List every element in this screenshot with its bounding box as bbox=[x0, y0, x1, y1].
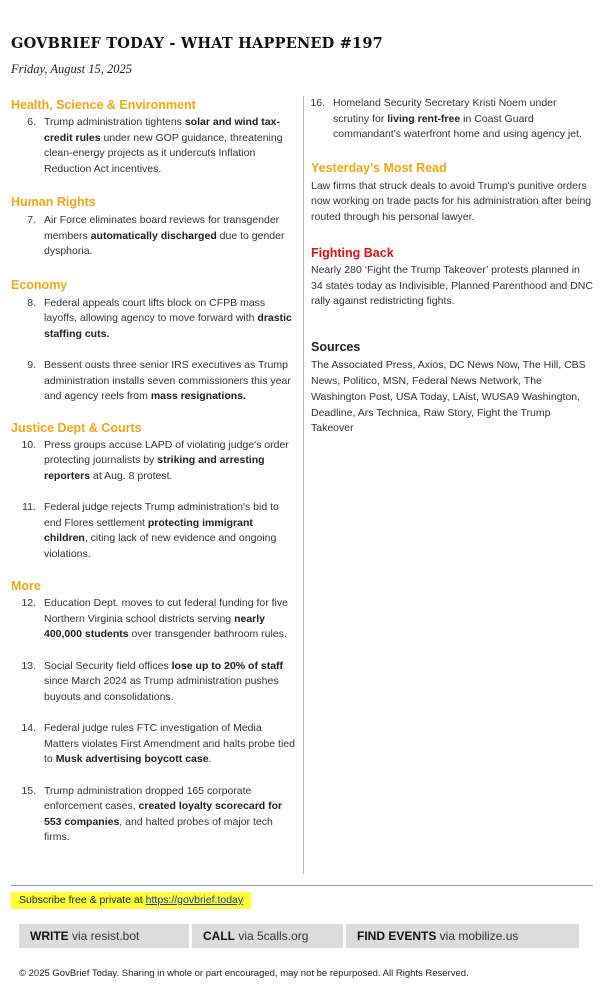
item-number: 14. bbox=[21, 722, 36, 734]
news-item-11 bbox=[11, 500, 297, 562]
item-number: 16. bbox=[310, 97, 325, 109]
news-item-16 bbox=[300, 96, 594, 143]
issue-date: Friday, August 15, 2025 bbox=[11, 62, 132, 76]
sources-list: The Associated Press, Axios, DC News Now, The Hill, CBS News, Politico, MSN, Federal News Network, The Washington Post, USA Today, LAist, WUSA9 Washington, Deadline, Ars Technica, Raw Story, Fight the Trump Takeover bbox=[311, 359, 586, 435]
section-heading-health: Health, Science & Environment bbox=[11, 98, 196, 112]
section-heading-fighting-back: Fighting Back bbox=[311, 245, 394, 260]
column-divider bbox=[303, 96, 304, 874]
item-text: Air Force eliminates board reviews for transgender members automatically discharged due to gender dysphoria. bbox=[44, 214, 285, 257]
section-heading-economy: Economy bbox=[11, 277, 68, 292]
find-events-action-button[interactable]: FIND EVENTS via mobilize.us bbox=[346, 924, 579, 948]
write-action-button[interactable]: WRITE via resist.bot bbox=[19, 924, 189, 948]
item-number: 8. bbox=[27, 296, 36, 309]
item-text: Education Dept. moves to cut federal funding for five Northern Virginia school districts serving nearly 400,000 students over transgender bathroom rules. bbox=[44, 597, 288, 640]
section-heading-more: More bbox=[11, 579, 41, 593]
subscribe-link[interactable]: https://govbrief.today bbox=[145, 894, 244, 906]
news-item-13 bbox=[11, 659, 297, 706]
news-item-15 bbox=[11, 784, 297, 846]
section-heading-sources: Sources bbox=[311, 340, 361, 355]
item-text: Federal judge rules FTC investigation of Media Matters violates First Amendment and halts probe tied to Musk advertising boycott case. bbox=[44, 722, 295, 765]
news-item-6 bbox=[11, 115, 297, 177]
footer-divider bbox=[11, 885, 593, 886]
item-number: 13. bbox=[21, 659, 36, 672]
news-item-10 bbox=[11, 438, 297, 485]
item-text: Press groups accuse LAPD of violating judge's order protecting journalists by striking and arresting reporters at Aug. 8 protest. bbox=[44, 438, 289, 482]
item-text: Social Security field offices lose up to 20% of staff since March 2024 as Trump administration pushes buyouts and consolidations. bbox=[44, 659, 284, 703]
item-number: 7. bbox=[27, 214, 36, 226]
item-text: Federal appeals court lifts block on CFPB mass layoffs, allowing agency to move forward with drastic staffing cuts. bbox=[44, 296, 292, 340]
fighting-back-text: Nearly 280 ‘Fight the Trump Takeover’ protests planned in 34 states today as Indivisible, Planned Parenthood and DNC rally against redistricting fights. bbox=[311, 263, 593, 308]
news-item-9 bbox=[11, 358, 297, 405]
newsletter-title: GOVBRIEF TODAY - WHAT HAPPENED #197 bbox=[11, 35, 383, 52]
item-number: 11. bbox=[22, 501, 36, 513]
left-column bbox=[11, 98, 297, 846]
section-heading-justice: Justice Dept & Courts bbox=[11, 420, 142, 435]
news-item-12 bbox=[11, 596, 297, 643]
item-number: 9. bbox=[27, 359, 36, 371]
subscribe-text: Subscribe free & private at bbox=[19, 894, 146, 906]
subscribe-banner bbox=[11, 892, 251, 909]
call-action-button[interactable]: CALL via 5calls.org bbox=[192, 924, 343, 948]
item-number: 12. bbox=[21, 597, 36, 609]
news-item-8 bbox=[11, 296, 297, 343]
item-text: Homeland Security Secretary Kristi Noem under scrutiny for living rent-free in Coast Guard commandant's waterfront home and using agency jet. bbox=[333, 97, 582, 140]
section-heading-most-read: Yesterday's Most Read bbox=[311, 160, 447, 175]
item-text: Bessent ousts three senior IRS executives as Trump administration installs seven commissioners this year and agency reels from mass resignations. bbox=[44, 359, 291, 402]
action-bar bbox=[19, 924, 579, 948]
item-number: 15. bbox=[21, 784, 36, 797]
news-item-14 bbox=[11, 721, 297, 768]
item-number: 10. bbox=[21, 438, 36, 451]
item-text: Trump administration dropped 165 corporate enforcement cases, created loyalty scorecard for 553 companies, and halted probes of major tech firms. bbox=[44, 784, 283, 843]
right-column bbox=[311, 96, 594, 437]
news-item-7 bbox=[11, 213, 297, 260]
section-heading-human-rights: Human Rights bbox=[11, 195, 96, 209]
item-number: 6. bbox=[27, 116, 36, 128]
item-text: Trump administration tightens solar and wind tax-credit rules under new GOP guidance, threatening clean-energy projects as it undercuts Inflation Reduction Act incentives. bbox=[44, 116, 283, 175]
copyright-notice: © 2025 GovBrief Today. Sharing in whole or part encouraged, may not be repurposed. All Rights Reserved. bbox=[19, 968, 469, 979]
item-text: Federal judge rejects Trump administration's bid to end Flores settlement protecting immigrant children, citing lack of new evidence and ongoing violations. bbox=[44, 501, 279, 560]
most-read-text: Law firms that struck deals to avoid Trump's punitive orders now working on trade pacts for his administration after being routed through his personal lawyer. bbox=[311, 179, 592, 224]
